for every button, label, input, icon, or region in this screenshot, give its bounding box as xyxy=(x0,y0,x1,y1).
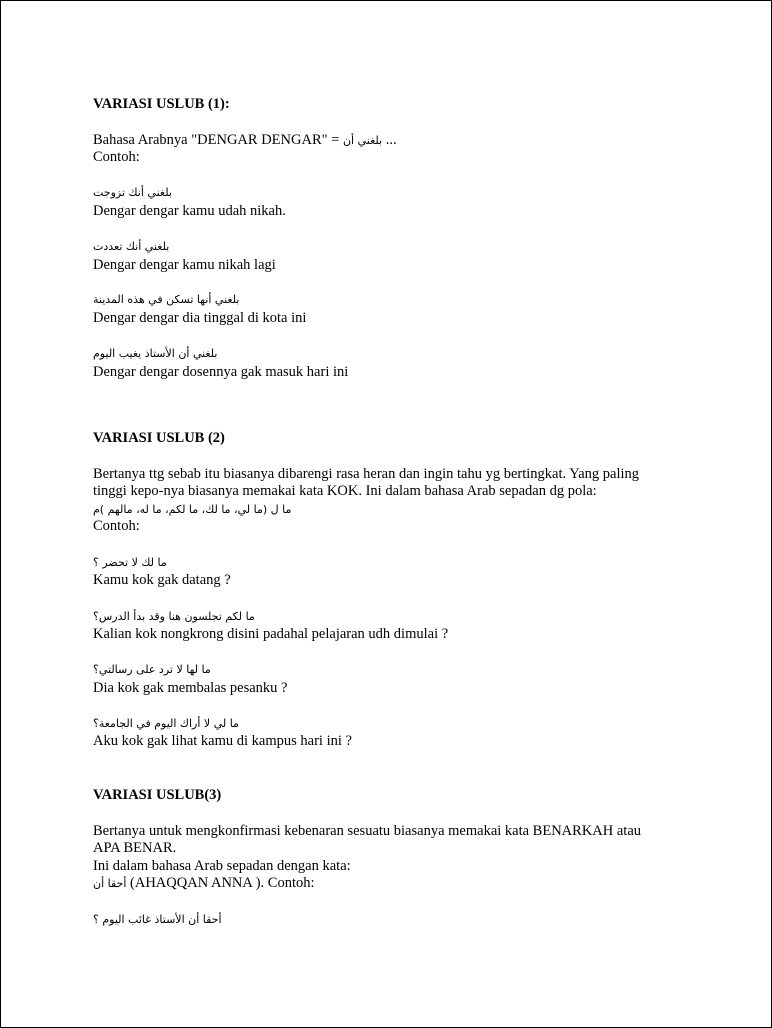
section-2-contoh: Contoh: xyxy=(93,518,140,534)
example-translation: Dengar dengar dosennya gak masuk hari ini xyxy=(93,364,349,380)
section-2-heading: VARIASI USLUB (2) xyxy=(93,430,225,446)
example-arabic: ما لكم تجلسون هنا وقد بدأ الدرس؟ xyxy=(93,610,255,623)
intro-arabic: بلغني أن xyxy=(342,134,383,147)
section-2-pattern: ما ل (ما لي، ما لك، ما لكم، ما له، مالهم )م xyxy=(93,503,292,516)
intro-text: Bahasa Arabnya "DENGAR DENGAR" = xyxy=(93,132,343,148)
example-arabic: ما لها لا ترد على رسالتي؟ xyxy=(93,663,211,676)
example-translation: Kamu kok gak datang ? xyxy=(93,572,231,588)
example-arabic: ما لك لا تحضر ؟ xyxy=(93,556,167,569)
section-2-paragraph-line: Bertanya ttg sebab itu biasanya dibarengi rasa heran dan ingin tahu yg bertingkat. Yang paling xyxy=(93,466,640,482)
example-translation: Dengar dengar kamu udah nikah. xyxy=(93,203,286,219)
section-3-keyword-line xyxy=(93,875,315,892)
keyword-arabic: أحقا أن xyxy=(93,877,127,890)
example-translation: Kalian kok nongkrong disini padahal pelajaran udh dimulai ? xyxy=(93,626,449,642)
example-arabic: بلغني أنك تزوجت xyxy=(93,186,172,199)
section-3-paragraph-line: Ini dalam bahasa Arab sepadan dengan kata: xyxy=(93,858,351,874)
example-arabic: ما لي لا أراك اليوم في الجامعة؟ xyxy=(93,717,239,730)
section-3-heading: VARIASI USLUB(3) xyxy=(93,787,222,803)
example-translation: Dengar dengar dia tinggal di kota ini xyxy=(93,310,307,326)
section-3-paragraph-line: APA BENAR. xyxy=(93,840,177,856)
keyword-text: (AHAQQAN ANNA ). Contoh: xyxy=(130,875,315,891)
example-translation: Dengar dengar kamu nikah lagi xyxy=(93,257,276,273)
section-2-paragraph-line: tinggi kepo-nya biasanya memakai kata KOK. Ini dalam bahasa Arab sepadan dg pola: xyxy=(93,483,597,499)
section-3-paragraph-line: Bertanya untuk mengkonfirmasi kebenaran sesuatu biasanya memakai kata BENARKAH atau xyxy=(93,823,642,839)
example-translation: Dia kok gak membalas pesanku ? xyxy=(93,680,288,696)
example-arabic: بلغني أنها تسكن في هذه المدينة xyxy=(93,293,240,306)
section-1-intro xyxy=(93,132,397,149)
example-translation: Aku kok gak lihat kamu di kampus hari ini ? xyxy=(93,733,352,749)
example-arabic: بلغني أنك تعددت xyxy=(93,240,170,253)
section-1-contoh: Contoh: xyxy=(93,149,140,165)
example-arabic: أحقا أن الأستاذ غائب اليوم ؟ xyxy=(93,913,222,926)
section-1-heading: VARIASI USLUB (1): xyxy=(93,96,230,112)
intro-suffix: ... xyxy=(382,132,397,148)
example-arabic: بلغني أن الأستاذ يغيب اليوم xyxy=(93,347,218,360)
